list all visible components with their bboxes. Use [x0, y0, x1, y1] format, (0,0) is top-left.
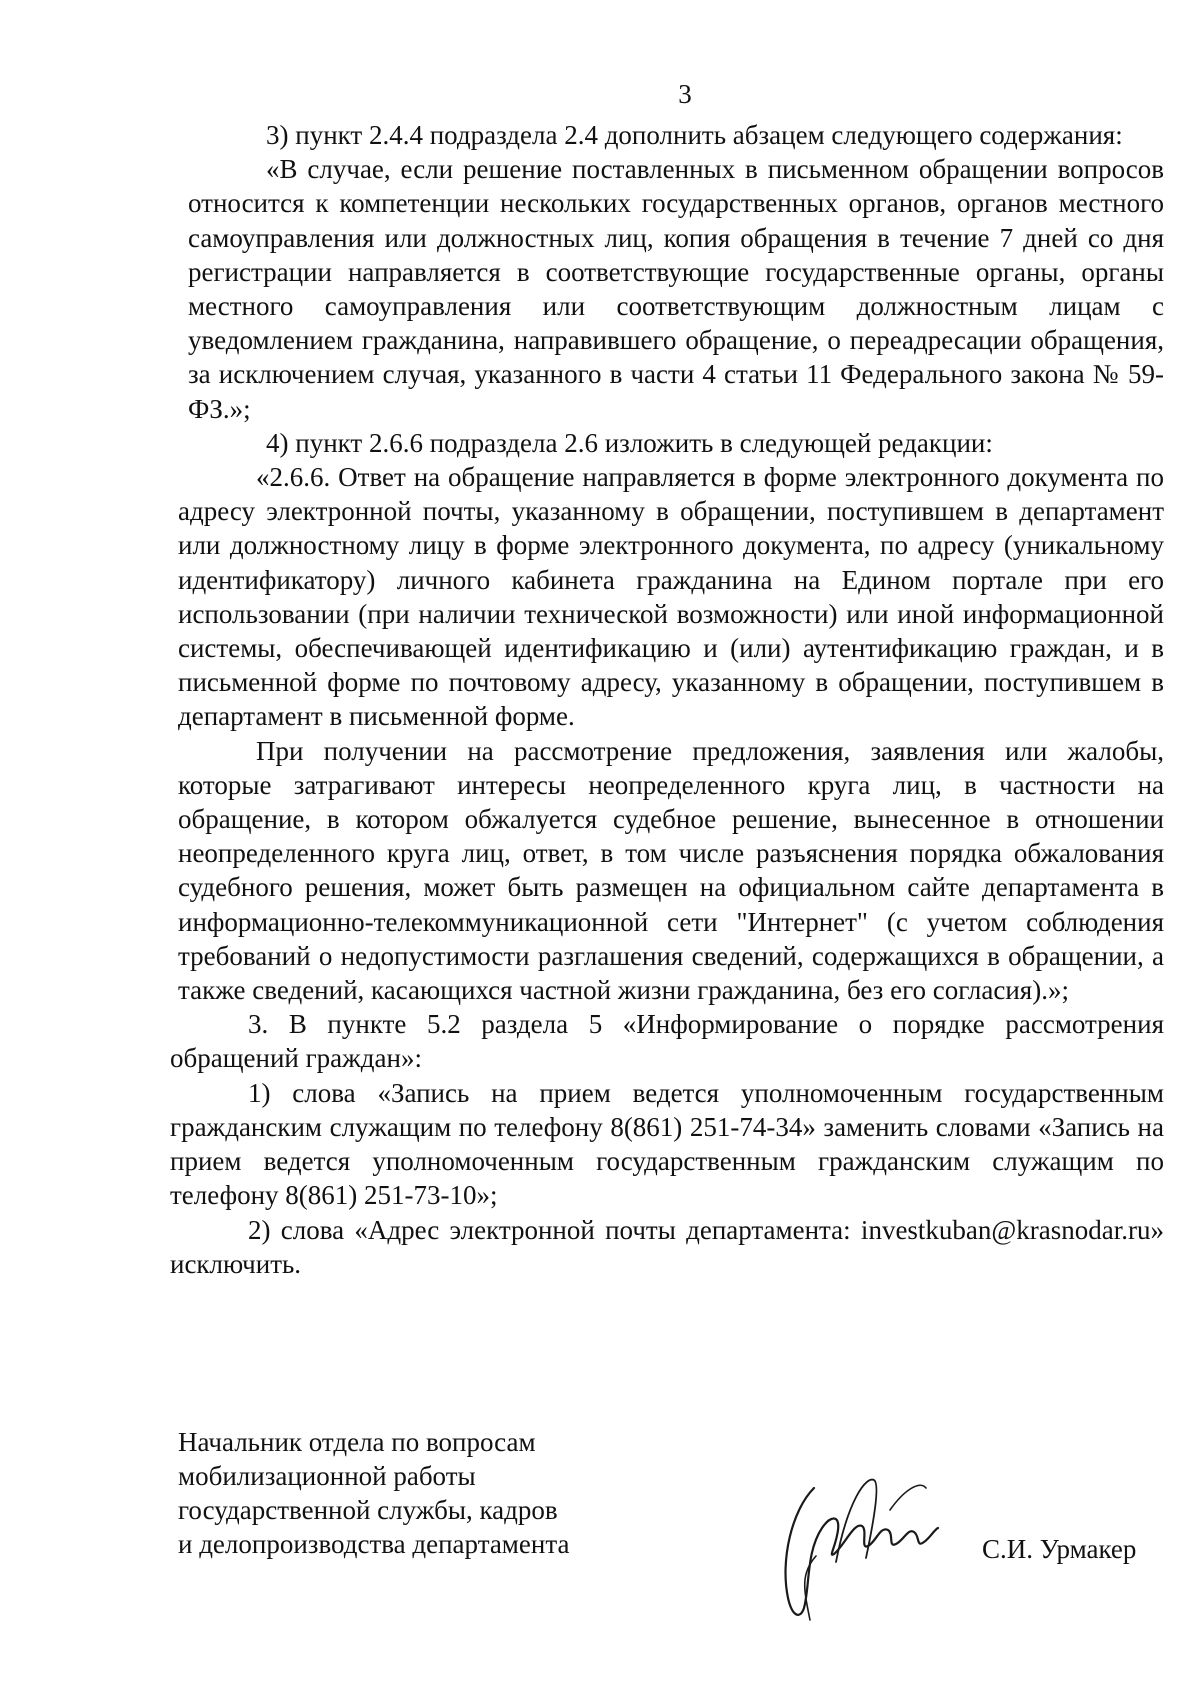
position-line: мобилизационной работы: [178, 1461, 476, 1491]
handwritten-signature: [770, 1470, 950, 1630]
signatory-position: [178, 1425, 738, 1561]
page-number: 3: [678, 79, 692, 109]
paragraph-email-removal: 2) слова «Адрес электронной почты департамента: investkuban@krasnodar.ru» исключить.: [170, 1214, 1164, 1279]
paragraph-section-3: 3. В пункте 5.2 раздела 5 «Информирование о порядке рассмотрения обращений граждан»:: [170, 1009, 1164, 1074]
document-body: [170, 118, 1164, 1281]
position-line: государственной службы, кадров: [178, 1495, 558, 1525]
paragraph-item-4: 4) пункт 2.6.6 подраздела 2.6 изложить в следующей редакции:: [266, 427, 993, 458]
position-line: и делопроизводства департамента: [178, 1529, 570, 1559]
paragraph-public-answer: При получении на рассмотрение предложения, заявления или жалобы, которые затрагивают интересы неопределенного круга лиц, в частности на обращение, в котором обжалуется судебное решение, вынесенное в отношении неопределенного круга лиц, ответ, в том числе разъяснения порядка обжалования судебного решения, может быть размещен на официальном сайте департамента в информационно-телекоммуникационной сети "Интернет" (с учетом соблюдения требований о недопустимости разглашения сведений, содержащихся в обращении, а также сведений, касающихся частной жизни гражданина, без его согласия).»;: [178, 735, 1164, 1006]
paragraph-quote-2-4-4: «В случае, если решение поставленных в письменном обращении вопросов относится к компетенции нескольких государственных органов, органов местного самоуправления или должностных лиц, копия обращения в течение 7 дней со дня регистрации направляется в соответствующие государственные органы, органы местного самоуправления или соответствующим должностным лицам с уведомлением гражданина, направившего обращение, о переадресации обращения, за исключением случая, указанного в части 4 статьи 11 Федерального закона № 59-ФЗ.»;: [188, 154, 1164, 424]
position-line: Начальник отдела по вопросам: [178, 1427, 536, 1457]
signatory-name: С.И. Урмакер: [982, 1534, 1137, 1564]
paragraph-phone-change: 1) слова «Запись на прием ведется уполномоченным государственным гражданским служащим по телефону 8(861) 251-74-34» заменить словами «Запись на прием ведется уполномоченным государственным гражданским служащим по телефону 8(861) 251-73-10»;: [170, 1077, 1164, 1211]
paragraph-item-3: 3) пункт 2.4.4 подраздела 2.4 дополнить абзацем следующего содержания:: [266, 120, 1123, 150]
paragraph-quote-2-6-6: «2.6.6. Ответ на обращение направляется в форме электронного документа по адресу электронной почты, указанному в обращении, поступившем в департамент или должностному лицу в форме электронного документа, по адресу (уникальному идентификатору) личного кабинета гражданина на Едином портале при его использовании (при наличии технической возможности) или иной информационной системы, обеспечивающей идентификацию и (или) аутентификацию граждан, и в письменной форме по почтовому адресу, указанному в обращении, поступившем в департамент в письменной форме.: [178, 462, 1164, 732]
